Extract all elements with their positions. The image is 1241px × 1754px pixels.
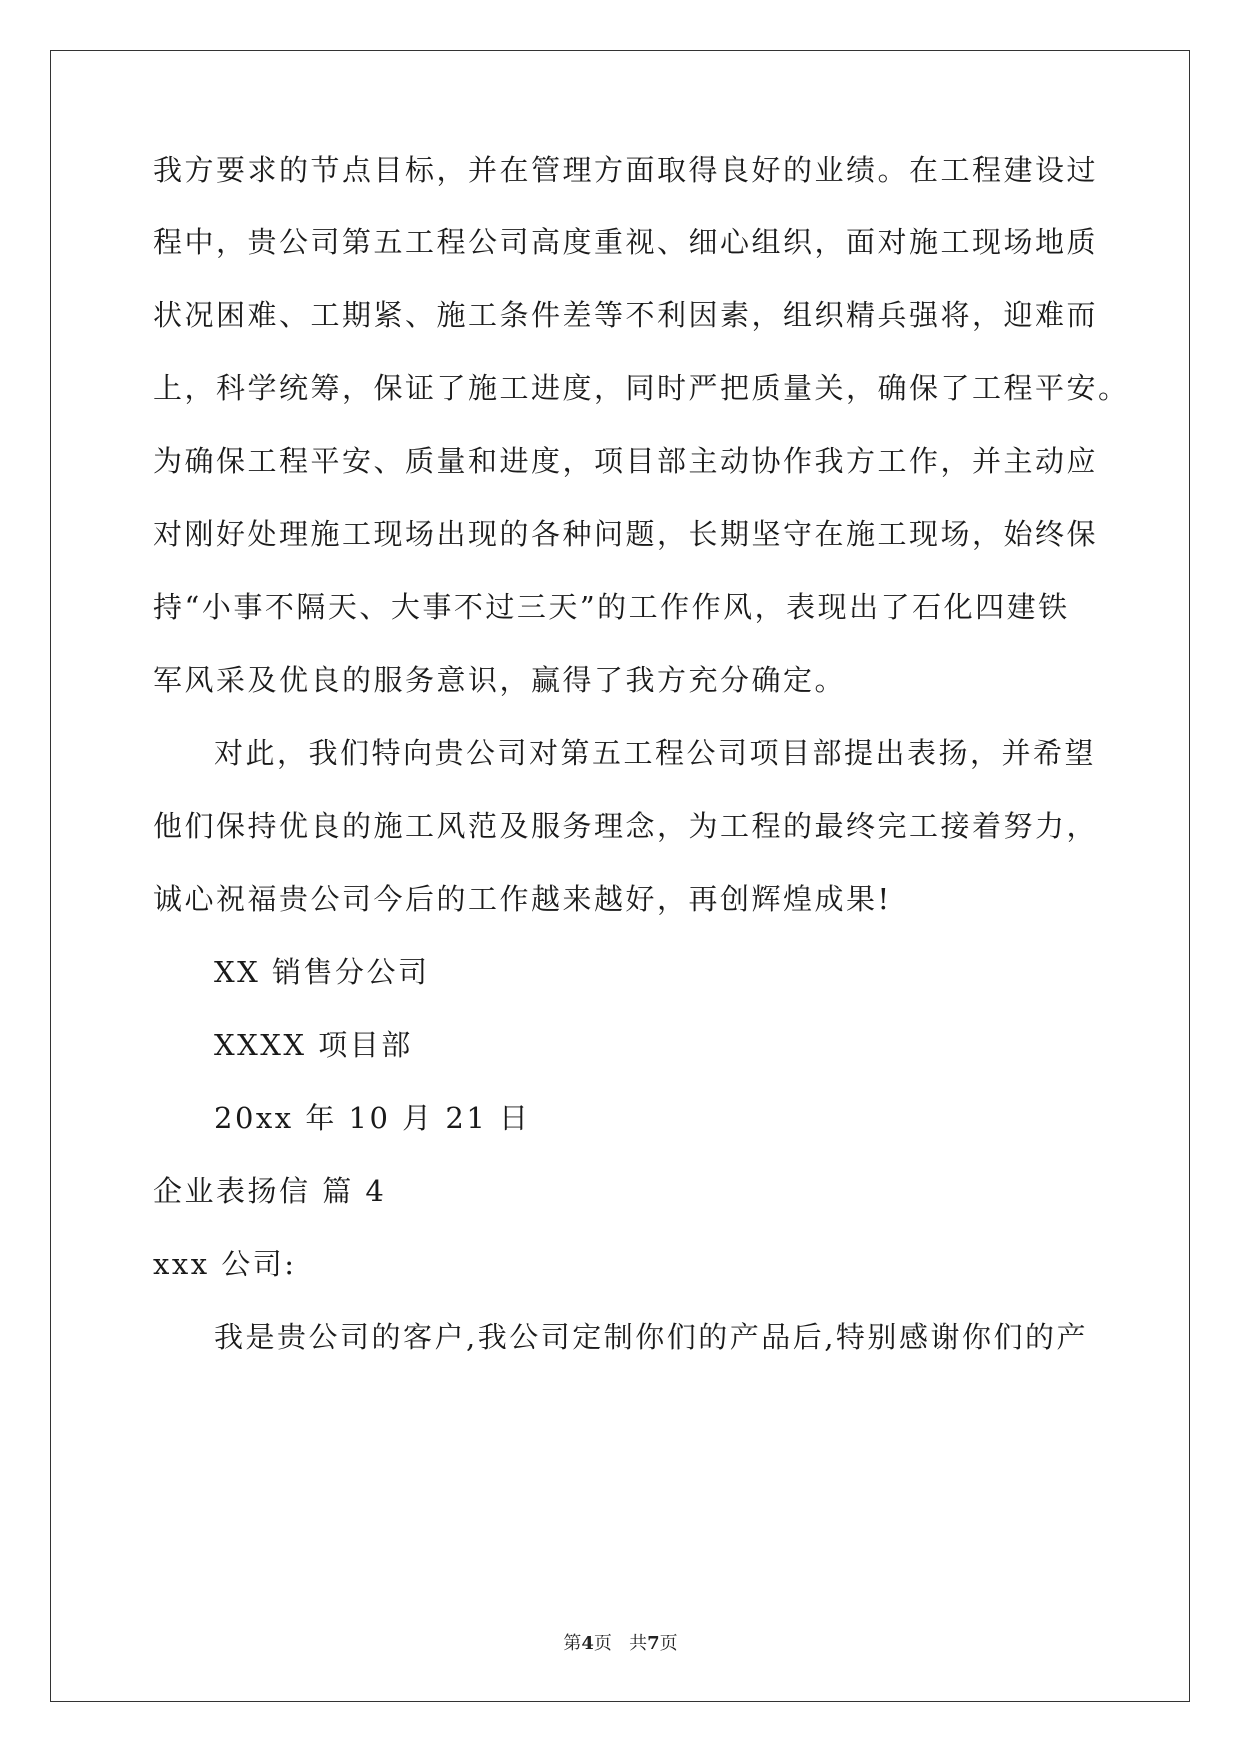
salutation: xxx 公司: — [153, 1247, 297, 1281]
footer-total-prefix: 共 — [629, 1633, 648, 1654]
body-line-4: 上，科学统筹，保证了施工进度，同时严把质量关，确保了工程平安。 — [153, 371, 1130, 405]
footer-total-pages: 7 — [647, 1633, 660, 1654]
footer-page-suffix: 页 — [593, 1633, 612, 1654]
body-line-9: 对此，我们特向贵公司对第五工程公司项目部提出表扬，并希望 — [214, 736, 1097, 770]
body-line-10: 他们保持优良的施工风范及服务理念，为工程的最终完工接着努力， — [153, 809, 1099, 843]
section-heading: 企业表扬信 篇 4 — [153, 1174, 387, 1208]
body-line-2: 程中，贵公司第五工程公司高度重视、细心组织，面对施工现场地质 — [153, 225, 1099, 259]
body-line-7: 持“小事不隔天、大事不过三天”的工作作风，表现出了石化四建铁 — [153, 590, 1070, 624]
signature-date: 20xx 年 10 月 21 日 — [214, 1101, 531, 1135]
body-line-1: 我方要求的节点目标，并在管理方面取得良好的业绩。在工程建设过 — [153, 153, 1099, 187]
signature-company: XX 销售分公司 — [214, 955, 430, 989]
page-footer — [0, 1632, 1241, 1656]
footer-prefix: 第 — [563, 1633, 582, 1654]
body-line-6: 对刚好处理施工现场出现的各种问题，长期坚守在施工现场，始终保 — [153, 517, 1099, 551]
body-line-12: 我是贵公司的客户,我公司定制你们的产品后,特别感谢你们的产 — [214, 1320, 1088, 1354]
body-line-5: 为确保工程平安、质量和进度，项目部主动协作我方工作，并主动应 — [153, 444, 1099, 478]
signature-department: XXXX 项目部 — [214, 1028, 413, 1062]
footer-page-number: 4 — [581, 1633, 594, 1654]
body-line-8: 军风采及优良的服务意识，赢得了我方充分确定。 — [153, 663, 847, 697]
body-line-11: 诚心祝福贵公司今后的工作越来越好，再创辉煌成果! — [153, 882, 892, 916]
footer-total-suffix: 页 — [659, 1633, 678, 1654]
body-line-3: 状况困难、工期紧、施工条件差等不利因素，组织精兵强将，迎难而 — [153, 298, 1099, 332]
